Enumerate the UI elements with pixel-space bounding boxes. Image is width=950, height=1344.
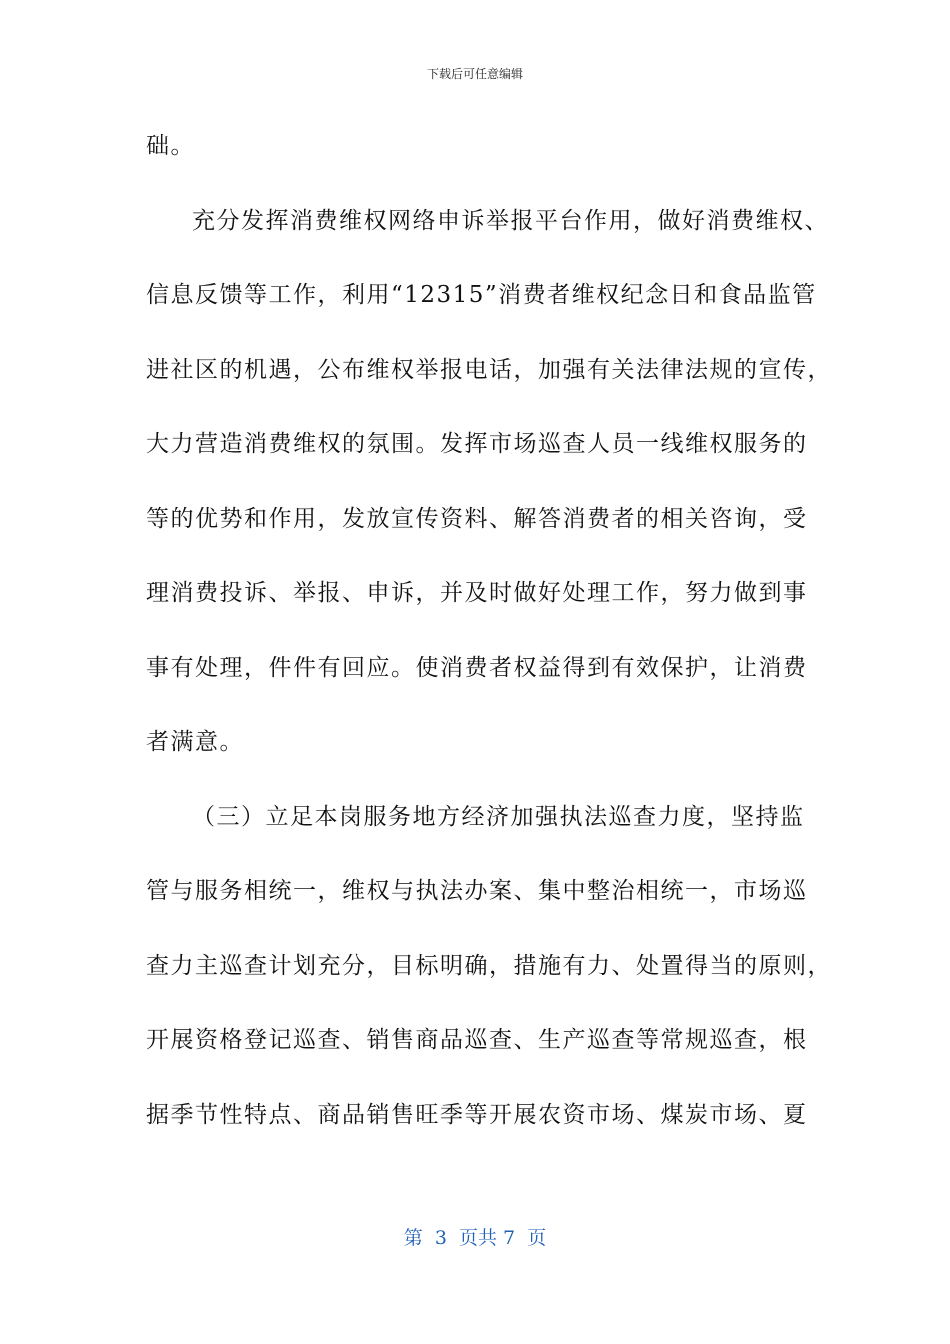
- text-line: 管与服务相统一，维权与执法办案、集中整治相统一，市场巡: [146, 878, 808, 904]
- paragraph-first-line: 充分发挥消费维权网络申诉举报平台作用，做好消费维权、: [192, 207, 829, 234]
- text-line: 础。: [146, 133, 195, 159]
- text-line: 理消费投诉、举报、申诉，并及时做好处理工作，努力做到事: [146, 580, 808, 606]
- page-number: 第 3 页共 7 页: [403, 1227, 547, 1249]
- text-line: 大力营造消费维权的氛围。发挥市场巡查人员一线维权服务的: [146, 431, 808, 457]
- text-line: 事有处理，件件有回应。使消费者权益得到有效保护，让消费: [146, 654, 808, 681]
- header-note: 下载后可任意编辑: [426, 67, 523, 81]
- document-body: [146, 118, 832, 1161]
- text-line: 进社区的机遇，公布维权举报电话，加强有关法律法规的宣传，: [146, 356, 832, 383]
- text-line: 开展资格登记巡查、销售商品巡查、生产巡查等常规巡查，根: [146, 1027, 808, 1053]
- paragraph-first-line: （三）立足本岗服务地方经济加强执法巡查力度，坚持监: [192, 803, 805, 830]
- text-line: 据季节性特点、商品销售旺季等开展农资市场、煤炭市场、夏: [146, 1101, 808, 1128]
- text-line: 查力主巡查计划充分，目标明确，措施有力、处置得当的原则，: [146, 952, 832, 979]
- text-line: 等的优势和作用，发放宣传资料、解答消费者的相关咨询，受: [146, 505, 808, 532]
- text-line: 信息反馈等工作，利用“12315”消费者维权纪念日和食品监管: [146, 282, 817, 308]
- text-line: 者满意。: [146, 729, 244, 755]
